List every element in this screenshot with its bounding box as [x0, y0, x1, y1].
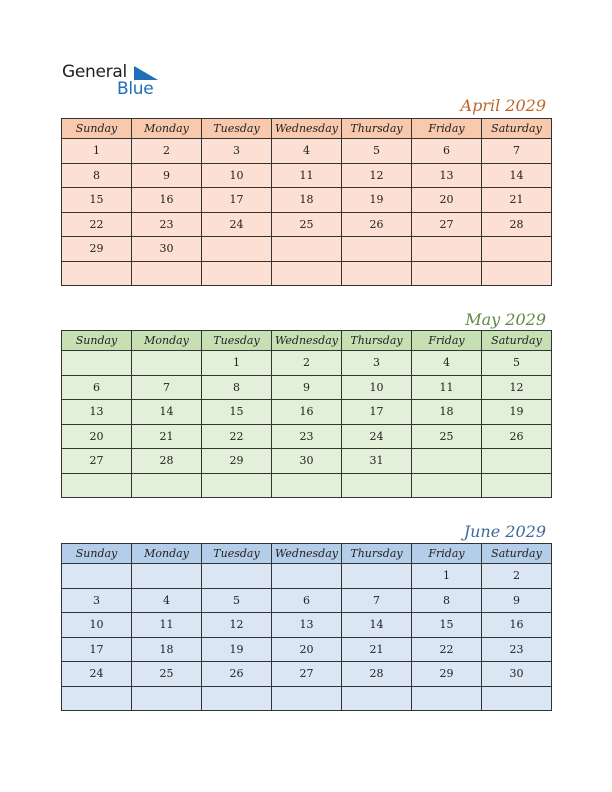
day-cell: [342, 564, 412, 589]
day-cell: 16: [132, 188, 202, 213]
day-cell: 29: [62, 237, 132, 262]
day-cell: [202, 261, 272, 286]
day-cell: 11: [132, 613, 202, 638]
week-row: [62, 400, 552, 425]
day-cell: [342, 237, 412, 262]
day-cell: [342, 473, 412, 498]
day-cell: 16: [272, 400, 342, 425]
day-cell: 7: [342, 588, 412, 613]
day-cell: 6: [412, 139, 482, 164]
day-cell: 5: [482, 351, 552, 376]
week-row: [62, 237, 552, 262]
day-cell: [412, 237, 482, 262]
weekday-header: Wednesday: [272, 331, 342, 351]
weekday-header: Monday: [132, 544, 202, 564]
day-cell: 31: [342, 449, 412, 474]
day-cell: 16: [482, 613, 552, 638]
day-cell: [62, 351, 132, 376]
day-cell: 18: [272, 188, 342, 213]
day-cell: 14: [482, 163, 552, 188]
day-cell: [62, 261, 132, 286]
weekday-header-row: [62, 119, 552, 139]
weekday-header-row: [62, 331, 552, 351]
weekday-header: Saturday: [482, 544, 552, 564]
week-row: [62, 588, 552, 613]
day-cell: 15: [412, 613, 482, 638]
week-row: [62, 351, 552, 376]
week-row: [62, 261, 552, 286]
weekday-header: Wednesday: [272, 544, 342, 564]
day-cell: [482, 449, 552, 474]
weekday-header: Friday: [412, 544, 482, 564]
day-cell: 17: [62, 637, 132, 662]
logo: [62, 62, 162, 98]
calendar-grid: [61, 330, 552, 498]
day-cell: [272, 473, 342, 498]
day-cell: 15: [62, 188, 132, 213]
week-row: [62, 637, 552, 662]
month-title: April 2029: [460, 96, 546, 115]
weekday-header: Thursday: [342, 119, 412, 139]
day-cell: 23: [482, 637, 552, 662]
day-cell: 28: [482, 212, 552, 237]
day-cell: 4: [132, 588, 202, 613]
day-cell: 4: [272, 139, 342, 164]
day-cell: 25: [412, 424, 482, 449]
logo-text-blue: Blue: [117, 79, 154, 99]
logo-text-general: General: [62, 62, 127, 82]
day-cell: 22: [62, 212, 132, 237]
day-cell: 26: [342, 212, 412, 237]
week-row: [62, 473, 552, 498]
week-row: [62, 212, 552, 237]
day-cell: 30: [272, 449, 342, 474]
day-cell: [202, 686, 272, 711]
day-cell: 8: [202, 375, 272, 400]
day-cell: 28: [132, 449, 202, 474]
day-cell: 21: [482, 188, 552, 213]
day-cell: 5: [202, 588, 272, 613]
day-cell: 24: [342, 424, 412, 449]
day-cell: [482, 686, 552, 711]
day-cell: 19: [482, 400, 552, 425]
day-cell: 20: [412, 188, 482, 213]
weekday-header: Friday: [412, 331, 482, 351]
day-cell: 29: [412, 662, 482, 687]
day-cell: 6: [62, 375, 132, 400]
day-cell: 10: [202, 163, 272, 188]
day-cell: 11: [272, 163, 342, 188]
weekday-header: Monday: [132, 119, 202, 139]
day-cell: 10: [342, 375, 412, 400]
day-cell: 27: [412, 212, 482, 237]
day-cell: 8: [62, 163, 132, 188]
day-cell: 2: [272, 351, 342, 376]
week-row: [62, 163, 552, 188]
day-cell: 17: [202, 188, 272, 213]
calendar-grid: [61, 118, 552, 286]
day-cell: [272, 686, 342, 711]
day-cell: 5: [342, 139, 412, 164]
week-row: [62, 564, 552, 589]
day-cell: 19: [342, 188, 412, 213]
day-cell: 28: [342, 662, 412, 687]
day-cell: [412, 261, 482, 286]
weekday-header: Sunday: [62, 119, 132, 139]
weekday-header: Monday: [132, 331, 202, 351]
weekday-header: Sunday: [62, 331, 132, 351]
weekday-header: Thursday: [342, 544, 412, 564]
day-cell: 26: [482, 424, 552, 449]
weekday-header: Saturday: [482, 119, 552, 139]
day-cell: [272, 261, 342, 286]
day-cell: 19: [202, 637, 272, 662]
day-cell: 3: [202, 139, 272, 164]
day-cell: [132, 351, 202, 376]
day-cell: 1: [412, 564, 482, 589]
day-cell: [132, 686, 202, 711]
day-cell: 18: [412, 400, 482, 425]
day-cell: [482, 261, 552, 286]
day-cell: [342, 686, 412, 711]
weekday-header: Tuesday: [202, 119, 272, 139]
day-cell: 12: [482, 375, 552, 400]
day-cell: [412, 449, 482, 474]
day-cell: [62, 564, 132, 589]
day-cell: 23: [132, 212, 202, 237]
day-cell: 4: [412, 351, 482, 376]
day-cell: 7: [482, 139, 552, 164]
weekday-header: Friday: [412, 119, 482, 139]
day-cell: 9: [132, 163, 202, 188]
day-cell: 21: [132, 424, 202, 449]
day-cell: 18: [132, 637, 202, 662]
day-cell: 20: [62, 424, 132, 449]
week-row: [62, 449, 552, 474]
weekday-header: Tuesday: [202, 544, 272, 564]
day-cell: [202, 237, 272, 262]
weekday-header: Tuesday: [202, 331, 272, 351]
day-cell: 12: [202, 613, 272, 638]
day-cell: [342, 261, 412, 286]
day-cell: [202, 564, 272, 589]
weekday-header: Saturday: [482, 331, 552, 351]
day-cell: 3: [342, 351, 412, 376]
day-cell: 26: [202, 662, 272, 687]
day-cell: 22: [202, 424, 272, 449]
day-cell: [482, 473, 552, 498]
day-cell: [412, 473, 482, 498]
weekday-header-row: [62, 544, 552, 564]
day-cell: 22: [412, 637, 482, 662]
day-cell: 13: [412, 163, 482, 188]
day-cell: 25: [272, 212, 342, 237]
day-cell: [132, 564, 202, 589]
day-cell: 1: [202, 351, 272, 376]
week-row: [62, 662, 552, 687]
week-row: [62, 375, 552, 400]
day-cell: 9: [482, 588, 552, 613]
day-cell: 11: [412, 375, 482, 400]
day-cell: 12: [342, 163, 412, 188]
week-row: [62, 613, 552, 638]
day-cell: [132, 261, 202, 286]
day-cell: 17: [342, 400, 412, 425]
day-cell: 24: [202, 212, 272, 237]
day-cell: [132, 473, 202, 498]
day-cell: 24: [62, 662, 132, 687]
day-cell: 30: [482, 662, 552, 687]
day-cell: 20: [272, 637, 342, 662]
day-cell: 8: [412, 588, 482, 613]
day-cell: 13: [62, 400, 132, 425]
day-cell: 23: [272, 424, 342, 449]
day-cell: 25: [132, 662, 202, 687]
month-title: June 2029: [463, 522, 546, 541]
day-cell: 21: [342, 637, 412, 662]
logo-flag-icon: [134, 66, 158, 80]
day-cell: 27: [62, 449, 132, 474]
day-cell: [272, 564, 342, 589]
day-cell: 14: [342, 613, 412, 638]
day-cell: 30: [132, 237, 202, 262]
week-row: [62, 686, 552, 711]
day-cell: [412, 686, 482, 711]
day-cell: 1: [62, 139, 132, 164]
day-cell: 2: [482, 564, 552, 589]
day-cell: 9: [272, 375, 342, 400]
calendar-grid: [61, 543, 552, 711]
day-cell: 29: [202, 449, 272, 474]
weekday-header: Thursday: [342, 331, 412, 351]
day-cell: 14: [132, 400, 202, 425]
day-cell: [62, 473, 132, 498]
day-cell: 13: [272, 613, 342, 638]
day-cell: 15: [202, 400, 272, 425]
weekday-header: Wednesday: [272, 119, 342, 139]
day-cell: 3: [62, 588, 132, 613]
weekday-header: Sunday: [62, 544, 132, 564]
day-cell: [202, 473, 272, 498]
day-cell: 10: [62, 613, 132, 638]
day-cell: [272, 237, 342, 262]
day-cell: 27: [272, 662, 342, 687]
day-cell: 7: [132, 375, 202, 400]
week-row: [62, 424, 552, 449]
month-title: May 2029: [465, 310, 546, 329]
day-cell: [62, 686, 132, 711]
day-cell: 6: [272, 588, 342, 613]
day-cell: 2: [132, 139, 202, 164]
week-row: [62, 139, 552, 164]
week-row: [62, 188, 552, 213]
day-cell: [482, 237, 552, 262]
